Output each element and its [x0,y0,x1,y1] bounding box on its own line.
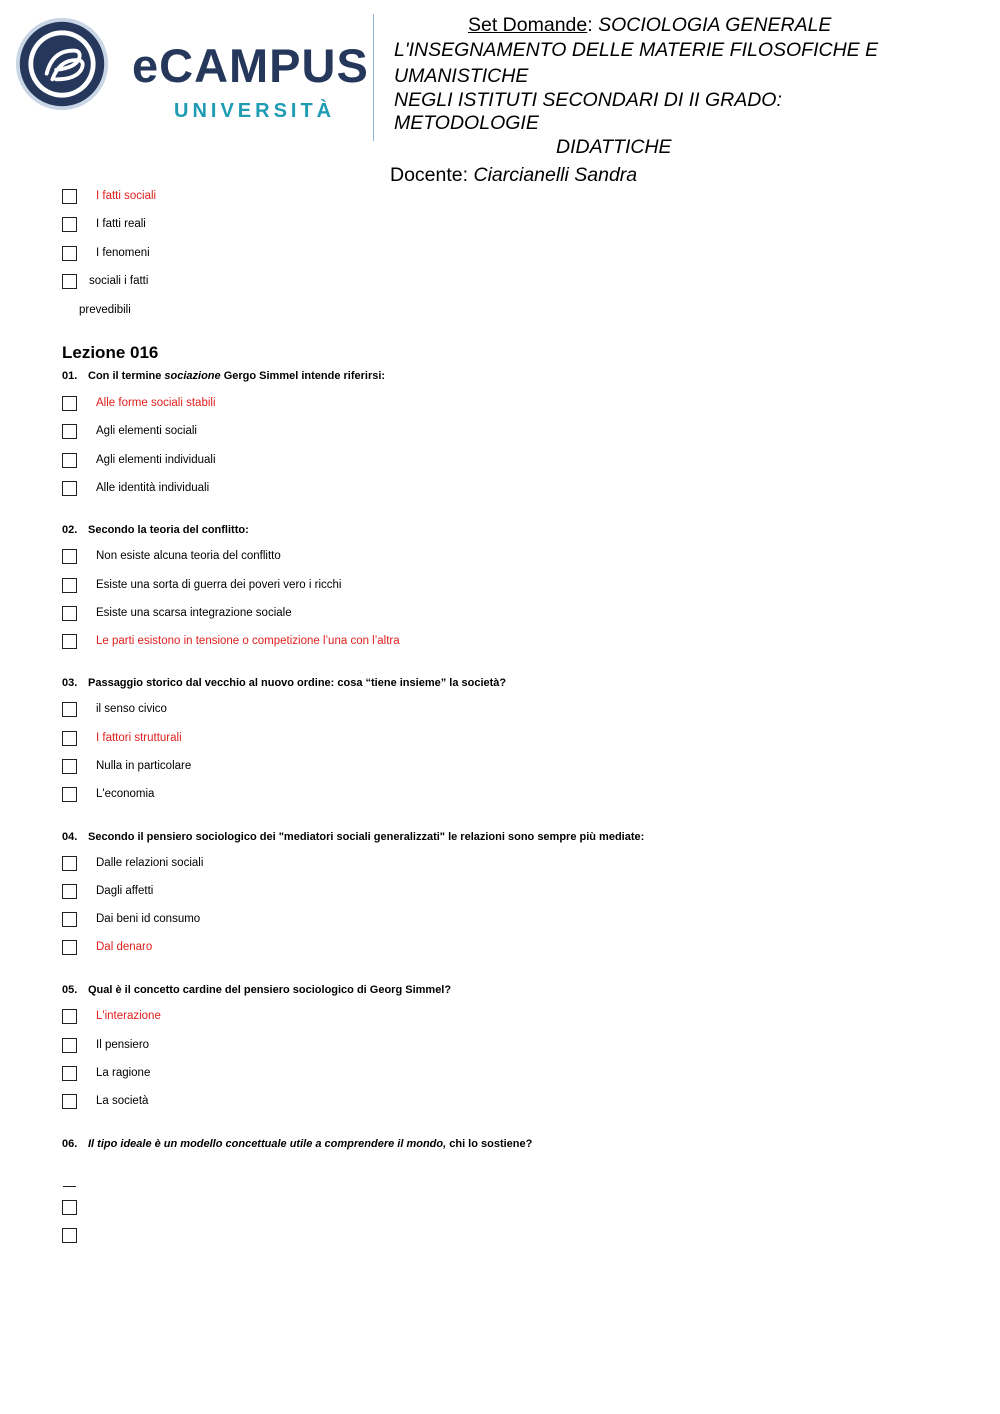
checkbox[interactable] [62,1038,77,1053]
checkbox[interactable] [62,634,77,649]
brand-name: eCAMPUS [132,39,369,92]
checkbox[interactable] [62,1228,77,1243]
question-number: 04. [62,831,78,843]
answer-option[interactable] [62,1063,151,1083]
checkbox[interactable] [62,1066,77,1081]
answer-option[interactable] [62,1197,77,1217]
answer-label: Dagli affetti [96,885,154,897]
answer-option[interactable] [62,631,400,651]
question-text: 03. Passaggio storico dal vecchio al nuovo ordine: cosa “tiene insieme” la società? [62,677,507,689]
checkbox[interactable] [62,731,77,746]
question-text: 06. Il tipo ideale è un modello concettuale utile a comprendere il mondo, chi lo sostiene? [62,1138,533,1150]
answer-option[interactable] [62,271,149,291]
answer-label-continuation: prevedibili [79,304,131,316]
answer-option[interactable] [62,546,281,566]
question-number: 01. [62,370,78,382]
answer-label: sociali i fatti [89,275,149,287]
set-label: Set Domande [468,14,588,36]
checkbox[interactable] [62,940,77,955]
docente-label: Docente: [390,164,469,186]
checkbox[interactable] [62,217,77,232]
set-title-line-1: Set Domande: SOCIOLOGIA GENERALE [468,14,832,36]
answer-option[interactable] [62,393,216,413]
question-text: 04. Secondo il pensiero sociologico dei "mediatori sociali generalizzati" le relazioni sono sempre più mediate: [62,831,645,843]
answer-label: il senso civico [96,703,167,715]
question-text: 05. Qual è il concetto cardine del pensiero sociologico di Georg Simmel? [62,984,452,996]
checkbox[interactable] [62,189,77,204]
checkbox[interactable] [62,606,77,621]
checkbox[interactable] [62,549,77,564]
answer-option[interactable] [62,214,146,234]
answer-label: La ragione [96,1067,151,1079]
answer-label: Nulla in particolare [96,760,192,772]
answer-label: Agli elementi individuali [96,454,216,466]
answer-option[interactable] [62,478,210,498]
answer-label: Esiste una sorta di guerra dei poveri vero i ricchi [96,579,342,591]
answer-option[interactable] [62,728,182,748]
question-number: 05. [62,984,78,996]
checkbox[interactable] [62,481,77,496]
answer-label: L'interazione [96,1010,161,1022]
answer-label: Esiste una scarsa integrazione sociale [96,607,292,619]
answer-option[interactable] [62,1006,161,1026]
checkbox[interactable] [62,787,77,802]
answer-option[interactable] [62,1035,150,1055]
answer-label: Agli elementi sociali [96,425,197,437]
answer-label: I fatti sociali [96,190,157,202]
ecampus-logo [14,14,369,122]
page-header [0,0,1000,190]
brand-subtitle: UNIVERSITÀ [174,100,336,122]
answer-option[interactable] [62,853,204,873]
checkbox[interactable] [62,578,77,593]
set-title-line-5: METODOLOGIE [394,112,539,134]
checkbox[interactable] [62,702,77,717]
answer-blank-line [63,1186,76,1187]
answer-label: L'economia [96,788,155,800]
checkbox[interactable] [62,759,77,774]
answer-label: La società [96,1095,149,1107]
answer-label: I fattori strutturali [96,732,182,744]
answer-label: Dal denaro [96,941,153,953]
docente-line [390,166,637,186]
answer-label: Non esiste alcuna teoria del conflitto [96,550,281,562]
set-title-line-3: UMANISTICHE [394,65,529,87]
answer-option[interactable] [62,881,154,901]
checkbox[interactable] [62,274,77,289]
question-number: 06. [62,1138,78,1150]
answer-label: Dalle relazioni sociali [96,857,204,869]
ecampus-emblem-icon [14,16,110,112]
question-text: 02. Secondo la teoria del conflitto: [62,524,249,536]
question-number: 02. [62,524,78,536]
checkbox[interactable] [62,1094,77,1109]
answer-option[interactable] [62,421,197,441]
answer-option[interactable] [62,575,342,595]
answer-option[interactable] [62,756,192,776]
answer-label: Le parti esistono in tensione o competizione l’una con l’altra [96,635,400,647]
checkbox[interactable] [62,884,77,899]
checkbox[interactable] [62,246,77,261]
answer-label: Alle identità individuali [96,482,210,494]
answer-label: I fatti reali [96,218,146,230]
answer-option[interactable] [62,784,155,804]
checkbox[interactable] [62,1200,77,1215]
answer-label: Il pensiero [96,1039,150,1051]
set-title-subject: SOCIOLOGIA GENERALE [598,14,832,36]
answer-option[interactable] [62,450,216,470]
answer-option[interactable] [62,603,292,623]
checkbox[interactable] [62,912,77,927]
answer-option[interactable] [62,909,201,929]
checkbox[interactable] [62,396,77,411]
set-title-line-4: NEGLI ISTITUTI SECONDARI DI II GRADO: [394,89,782,111]
docente-name: Ciarcianelli Sandra [473,164,638,186]
checkbox[interactable] [62,424,77,439]
answer-label: I fenomeni [96,247,150,259]
answer-option[interactable] [62,937,153,957]
checkbox[interactable] [62,453,77,468]
answer-option[interactable] [62,1091,149,1111]
lesson-title: Lezione 016 [62,343,159,362]
answer-option[interactable] [62,1225,77,1245]
answer-option[interactable] [62,699,167,719]
set-title-line-2: L'INSEGNAMENTO DELLE MATERIE FILOSOFICHE E [394,39,879,61]
answer-option[interactable] [62,186,157,206]
checkbox[interactable] [62,1009,77,1024]
answer-option[interactable] [62,243,150,263]
question-number: 03. [62,677,78,689]
answer-label: Dai beni id consumo [96,913,201,925]
header-divider [373,14,374,141]
answer-label: Alle forme sociali stabili [96,397,216,409]
checkbox[interactable] [62,856,77,871]
question-text: 01. Con il termine sociazione Gergo Simmel intende riferirsi: [62,370,386,382]
set-title-line-6: DIDATTICHE [556,136,672,158]
